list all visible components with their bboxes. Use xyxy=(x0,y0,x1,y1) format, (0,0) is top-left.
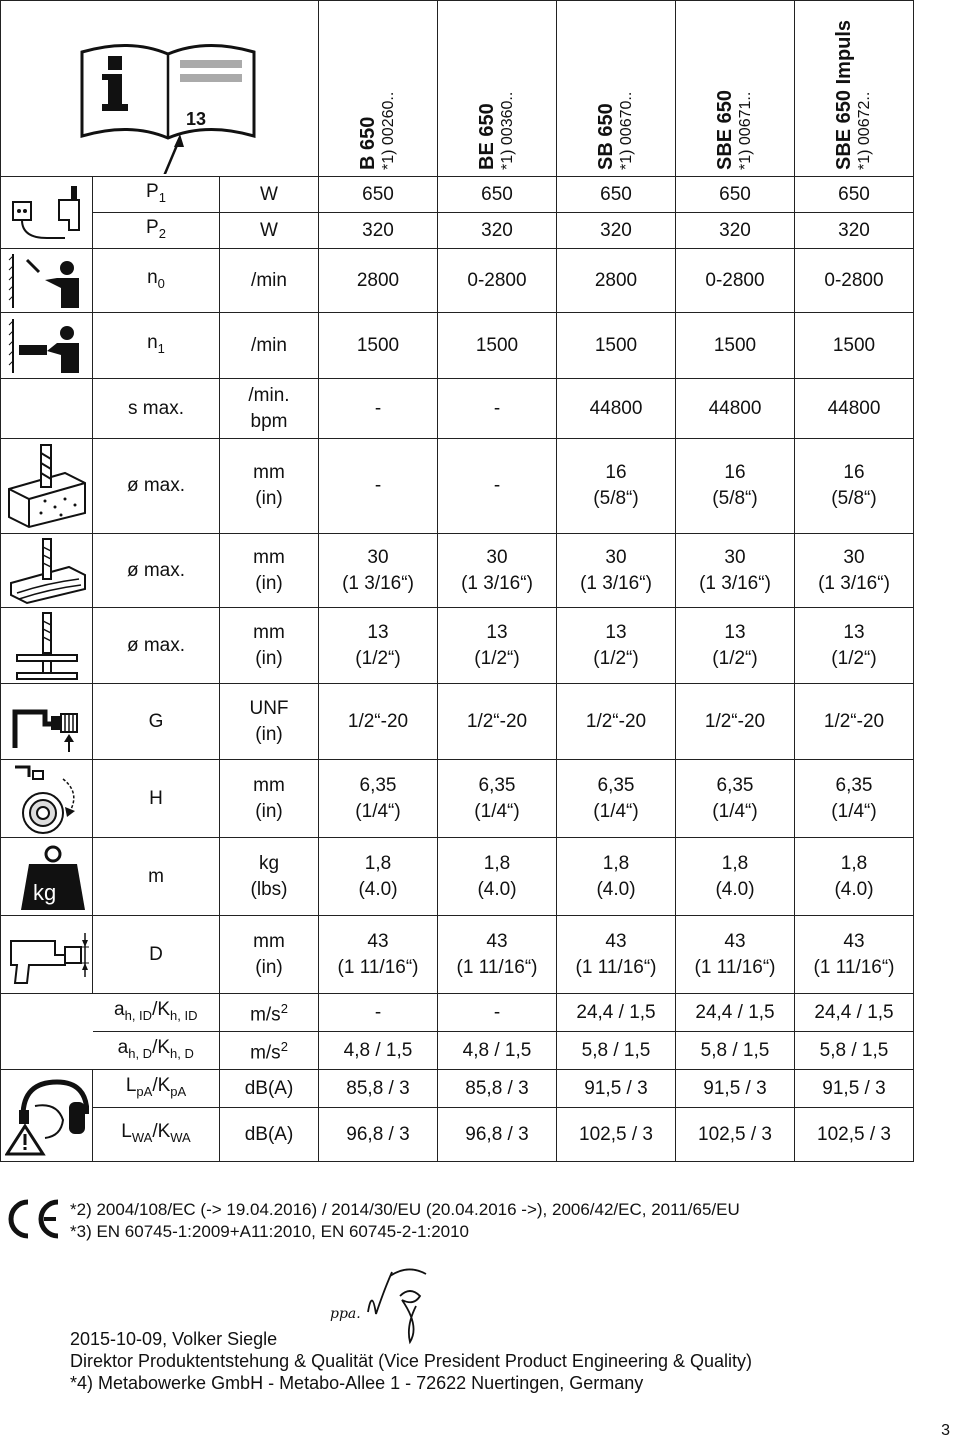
value: 16 (5/8“) xyxy=(557,439,676,534)
model-sbe650 xyxy=(676,1,795,177)
symbol-g: G xyxy=(93,684,220,760)
value: 6,35 (1/4“) xyxy=(795,760,914,838)
value: 6,35 (1/4“) xyxy=(319,760,438,838)
value: 320 xyxy=(438,213,557,249)
wood-drill-icon xyxy=(7,537,87,605)
value: 320 xyxy=(676,213,795,249)
footnote-3: *3) EN 60745-1:2009+A11:2010, EN 60745-2-1:2010 xyxy=(70,1222,470,1241)
no-load-speed-icon-cell xyxy=(1,249,93,313)
symbol-m: m xyxy=(93,838,220,916)
model-number: *1) 00671.. xyxy=(737,91,754,170)
row-smax xyxy=(1,379,914,439)
value: 1/2“-20 xyxy=(676,684,795,760)
value: 24,4 / 1,5 xyxy=(795,994,914,1032)
model-name: B 650 xyxy=(357,116,379,170)
unit: kg (lbs) xyxy=(220,838,319,916)
unit: /min xyxy=(220,249,319,313)
symbol-d: D xyxy=(93,916,220,994)
date-signer: 2015-10-09, Volker Siegle xyxy=(70,1329,278,1349)
symbol-h: H xyxy=(93,760,220,838)
value: 30 (1 3/16“) xyxy=(676,534,795,608)
weight-icon xyxy=(7,842,87,912)
value: - xyxy=(319,439,438,534)
empty-icon-cell xyxy=(1,379,93,439)
symbol-smax: s max. xyxy=(93,379,220,439)
value: 30 (1 3/16“) xyxy=(557,534,676,608)
svg-text:ppa.: ppa. xyxy=(330,1306,361,1322)
value: 0-2800 xyxy=(795,249,914,313)
symbol-dia-max: ø max. xyxy=(93,439,220,534)
value: 16 (5/8“) xyxy=(676,439,795,534)
spindle-thread-icon-cell xyxy=(1,684,93,760)
model-number: *1) 00360.. xyxy=(499,91,516,170)
value: 13 (1/2“) xyxy=(676,608,795,684)
row-p2 xyxy=(1,213,914,249)
value: 1,8 (4.0) xyxy=(319,838,438,916)
hearing-protection-warning-icon xyxy=(5,1076,89,1156)
row-g xyxy=(1,684,914,760)
unit: mm (in) xyxy=(220,534,319,608)
unit: mm (in) xyxy=(220,608,319,684)
model-name: SBE 650 xyxy=(714,89,736,170)
value: 1/2“-20 xyxy=(438,684,557,760)
symbol-p2: $P_2$ xyxy=(93,213,220,249)
row-ah-d xyxy=(1,1032,914,1070)
value: 43 (1 11/16“) xyxy=(557,916,676,994)
value: - xyxy=(438,439,557,534)
value: 44800 xyxy=(676,379,795,439)
symbol-ah-id: $a_{h, ID}/K_{h, ID}$ xyxy=(93,994,220,1032)
value: 44800 xyxy=(557,379,676,439)
value: 85,8 / 3 xyxy=(438,1070,557,1108)
model-number: *1) 00260.. xyxy=(380,91,397,170)
model-b650 xyxy=(319,1,438,177)
value: 44800 xyxy=(795,379,914,439)
concrete-drill-icon-cell xyxy=(1,439,93,534)
model-number: *1) 00670.. xyxy=(618,91,635,170)
rated-speed-icon-cell xyxy=(1,313,93,379)
value: 650 xyxy=(795,177,914,213)
unit: $m/s^2$ xyxy=(220,994,319,1032)
value: 102,5 / 3 xyxy=(557,1108,676,1162)
model-header-row xyxy=(1,1,914,177)
unit: mm (in) xyxy=(220,760,319,838)
symbol-dia-max: ø max. xyxy=(93,608,220,684)
symbol-n0: $n_0$ xyxy=(93,249,220,313)
value: 43 (1 11/16“) xyxy=(676,916,795,994)
value: 1,8 (4.0) xyxy=(438,838,557,916)
signature xyxy=(330,1266,450,1351)
model-name: SBE 650 Impuls xyxy=(833,19,855,170)
row-h xyxy=(1,760,914,838)
value: 650 xyxy=(438,177,557,213)
page-number: 3 xyxy=(941,1422,950,1439)
unit: $m/s^2$ xyxy=(220,1032,319,1070)
value: 24,4 / 1,5 xyxy=(557,994,676,1032)
value: - xyxy=(319,379,438,439)
unit: mm (in) xyxy=(220,439,319,534)
symbol-ah-d: $a_{h, D}/K_{h, D}$ xyxy=(93,1032,220,1070)
value: 5,8 / 1,5 xyxy=(557,1032,676,1070)
value: 13 (1/2“) xyxy=(438,608,557,684)
power-plug-icon xyxy=(7,180,87,246)
value: 650 xyxy=(676,177,795,213)
hearing-protection-icon-cell xyxy=(1,1070,93,1162)
value: 96,8 / 3 xyxy=(438,1108,557,1162)
collar-diameter-icon-cell xyxy=(1,916,93,994)
value: 30 (1 3/16“) xyxy=(795,534,914,608)
symbol-lpa: $L_{pA}/K_{pA}$ xyxy=(93,1070,220,1108)
row-dia-concrete xyxy=(1,439,914,534)
unit: /min xyxy=(220,313,319,379)
value: 1,8 (4.0) xyxy=(795,838,914,916)
value: 320 xyxy=(795,213,914,249)
row-dia-wood xyxy=(1,534,914,608)
value: 96,8 / 3 xyxy=(319,1108,438,1162)
value: 102,5 / 3 xyxy=(795,1108,914,1162)
weight-icon-cell xyxy=(1,838,93,916)
row-m xyxy=(1,838,914,916)
signer-title: Direktor Produktentstehung & Qualität (Vice President Product Engineering & Quality) xyxy=(70,1351,753,1371)
steel-drill-icon xyxy=(7,611,87,681)
footnote-2: *2) 2004/108/EC (-> 19.04.2016) / 2014/30/EU (20.04.2016 ->), 2006/42/EC, 2011/65/EU xyxy=(70,1200,740,1219)
empty-icon-cell xyxy=(1,994,93,1070)
chuck-clamping-icon-cell xyxy=(1,760,93,838)
value: 1/2“-20 xyxy=(795,684,914,760)
row-lpa xyxy=(1,1070,914,1108)
value: 91,5 / 3 xyxy=(557,1070,676,1108)
handwritten-signature-icon xyxy=(330,1266,450,1346)
value: 1,8 (4.0) xyxy=(557,838,676,916)
manual-icon-cell xyxy=(1,1,319,177)
value: 4,8 / 1,5 xyxy=(319,1032,438,1070)
value: - xyxy=(438,379,557,439)
value: 13 (1/2“) xyxy=(795,608,914,684)
chuck-clamping-icon xyxy=(5,763,89,835)
unit: W xyxy=(220,177,319,213)
value: 650 xyxy=(557,177,676,213)
model-be650 xyxy=(438,1,557,177)
value: 5,8 / 1,5 xyxy=(676,1032,795,1070)
row-d xyxy=(1,916,914,994)
value: 2800 xyxy=(557,249,676,313)
value: 43 (1 11/16“) xyxy=(438,916,557,994)
unit: UNF (in) xyxy=(220,684,319,760)
value: 43 (1 11/16“) xyxy=(795,916,914,994)
value: 1500 xyxy=(438,313,557,379)
model-name: BE 650 xyxy=(476,103,498,170)
model-sb650 xyxy=(557,1,676,177)
value: 91,5 / 3 xyxy=(795,1070,914,1108)
value: 1500 xyxy=(795,313,914,379)
value: 1500 xyxy=(676,313,795,379)
value: 24,4 / 1,5 xyxy=(676,994,795,1032)
value: 6,35 (1/4“) xyxy=(676,760,795,838)
symbol-n1: $n_1$ xyxy=(93,313,220,379)
wood-drill-icon-cell xyxy=(1,534,93,608)
value: 30 (1 3/16“) xyxy=(438,534,557,608)
value: 1/2“-20 xyxy=(557,684,676,760)
value: 102,5 / 3 xyxy=(676,1108,795,1162)
drilling-person-icon xyxy=(5,252,89,310)
symbol-p1: $P_1$ xyxy=(93,177,220,213)
value: 30 (1 3/16“) xyxy=(319,534,438,608)
unit: /min. bpm xyxy=(220,379,319,439)
value: 91,5 / 3 xyxy=(676,1070,795,1108)
row-dia-steel xyxy=(1,608,914,684)
value: 16 (5/8“) xyxy=(795,439,914,534)
value: 320 xyxy=(557,213,676,249)
value: 5,8 / 1,5 xyxy=(795,1032,914,1070)
row-lwa xyxy=(1,1108,914,1162)
value: 1500 xyxy=(557,313,676,379)
value: - xyxy=(438,994,557,1032)
concrete-drill-icon xyxy=(5,443,89,529)
value: - xyxy=(319,994,438,1032)
value: 0-2800 xyxy=(676,249,795,313)
symbol-lwa: $L_{WA}/K_{WA}$ xyxy=(93,1108,220,1162)
value: 13 (1/2“) xyxy=(557,608,676,684)
value: 1/2“-20 xyxy=(319,684,438,760)
symbol-dia-max: ø max. xyxy=(93,534,220,608)
value: 650 xyxy=(319,177,438,213)
svg-text:13: 13 xyxy=(185,108,206,129)
drilling-person-load-icon xyxy=(5,317,89,375)
unit: W xyxy=(220,213,319,249)
manual-book-icon xyxy=(10,4,310,174)
value: 1500 xyxy=(319,313,438,379)
steel-drill-icon-cell xyxy=(1,608,93,684)
row-n1 xyxy=(1,313,914,379)
unit: dB(A) xyxy=(220,1108,319,1162)
value: 1,8 (4.0) xyxy=(676,838,795,916)
value: 6,35 (1/4“) xyxy=(438,760,557,838)
spindle-thread-icon xyxy=(5,690,89,754)
model-number: *1) 00672.. xyxy=(856,91,873,170)
row-ah-id xyxy=(1,994,914,1032)
unit: mm (in) xyxy=(220,916,319,994)
unit: dB(A) xyxy=(220,1070,319,1108)
value: 2800 xyxy=(319,249,438,313)
row-p1 xyxy=(1,177,914,213)
value: 0-2800 xyxy=(438,249,557,313)
model-name: SB 650 xyxy=(595,103,617,170)
collar-diameter-icon xyxy=(5,923,89,987)
svg-text:kg: kg xyxy=(32,879,56,905)
value: 4,8 / 1,5 xyxy=(438,1032,557,1070)
value: 6,35 (1/4“) xyxy=(557,760,676,838)
value: 13 (1/2“) xyxy=(319,608,438,684)
row-n0 xyxy=(1,249,914,313)
model-sbe650-impuls xyxy=(795,1,914,177)
value: 43 (1 11/16“) xyxy=(319,916,438,994)
ce-mark-icon xyxy=(4,1198,64,1240)
footnote-4: *4) Metabowerke GmbH - Metabo-Allee 1 - 72622 Nuertingen, Germany xyxy=(70,1373,644,1393)
ce-mark xyxy=(4,1198,64,1245)
value: 320 xyxy=(319,213,438,249)
power-plug-icon-cell xyxy=(1,177,93,249)
value: 85,8 / 3 xyxy=(319,1070,438,1108)
